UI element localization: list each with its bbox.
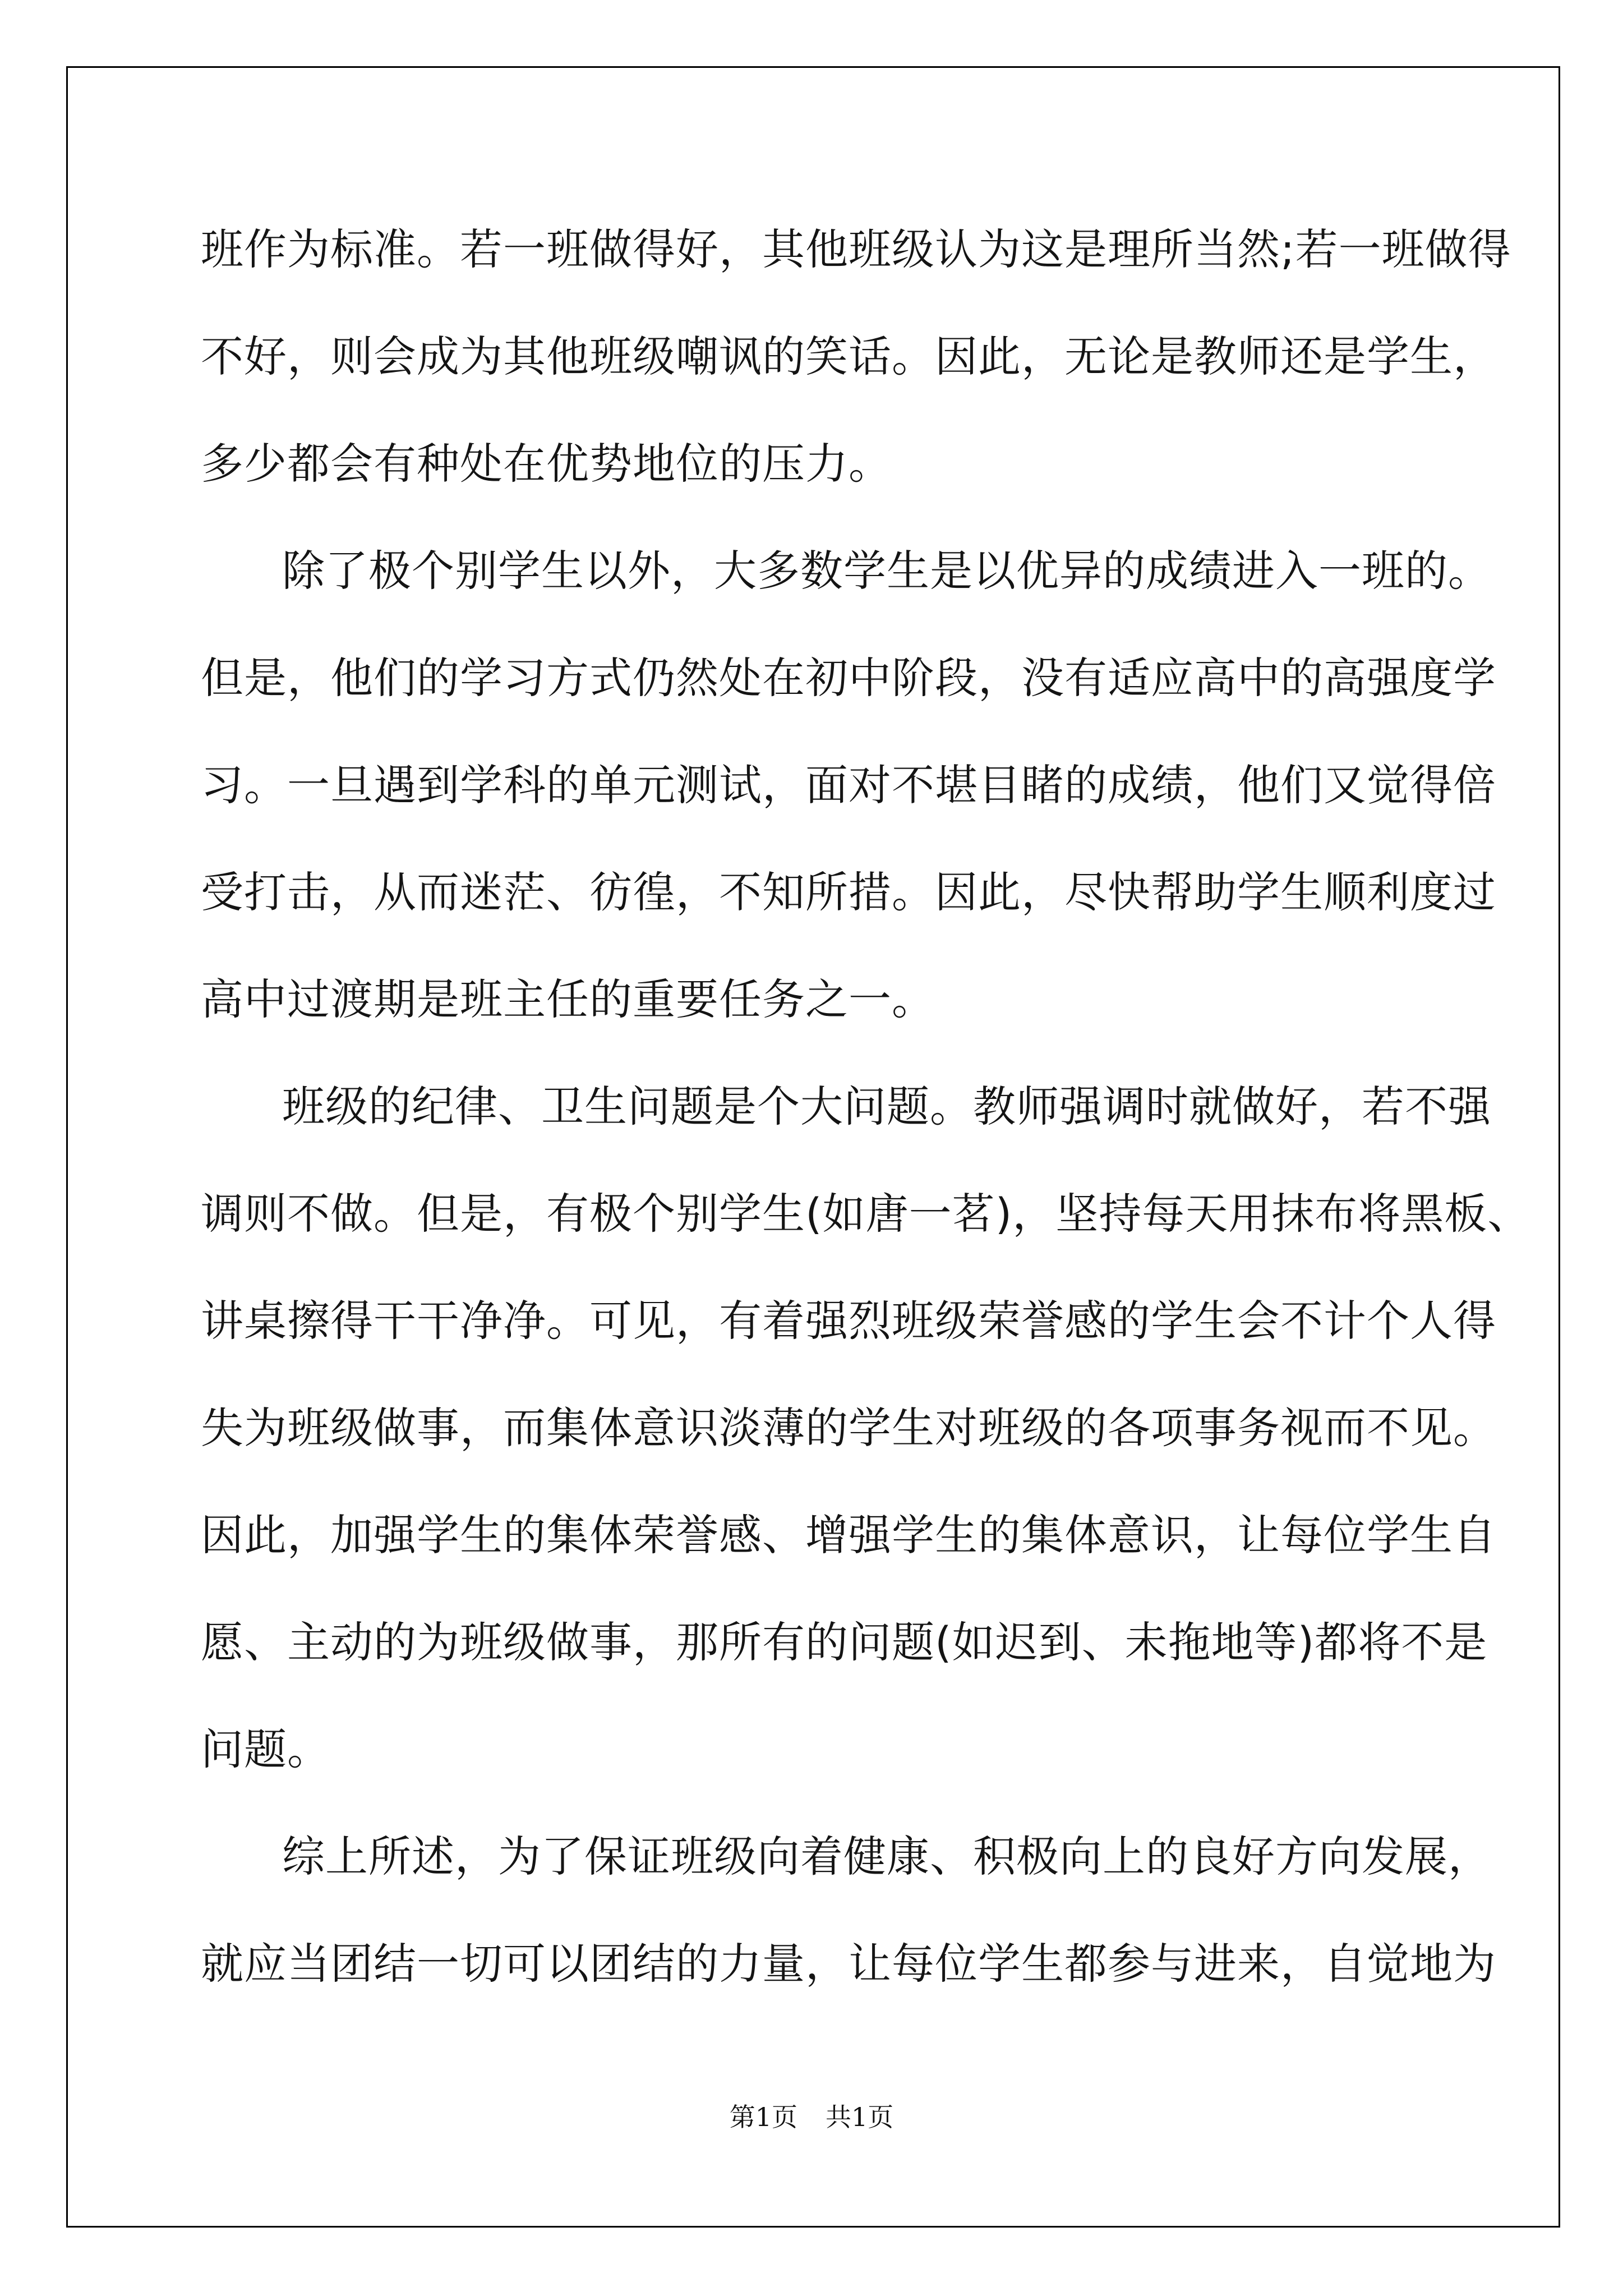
text-line: 因此，加强学生的集体荣誉感、增强学生的集体意识，让每位学生自: [201, 1510, 1496, 1560]
text-line: 就应当团结一切可以团结的力量，让每位学生都参与进来，自觉地为: [201, 1939, 1496, 1989]
text-line: 除了极个别学生以外，大多数学生是以优异的成绩进入一班的。: [282, 546, 1491, 596]
text-line: 班作为标准。若一班做得好，其他班级认为这是理所当然;若一班做得: [201, 224, 1511, 274]
text-line: 不好，则会成为其他班级嘲讽的笑话。因此，无论是教师还是学生，: [201, 332, 1496, 381]
text-line: 失为班级做事，而集体意识淡薄的学生对班级的各项事务视而不见。: [201, 1403, 1496, 1453]
text-line: 多少都会有种处在优势地位的压力。: [201, 439, 892, 489]
page-number: 第1页: [729, 2102, 797, 2132]
text-line: 但是，他们的学习方式仍然处在初中阶段，没有适应高中的高强度学: [201, 653, 1496, 703]
text-line: 讲桌擦得干干净净。可见，有着强烈班级荣誉感的学生会不计个人得: [201, 1296, 1496, 1346]
text-line: 愿、主动的为班级做事，那所有的问题(如迟到、未拖地等)都将不是: [201, 1617, 1488, 1667]
document-body: [201, 213, 1531, 2035]
page-total: 共1页: [826, 2102, 894, 2132]
text-line: 问题。: [201, 1724, 330, 1774]
text-line: 受打击，从而迷茫、彷徨，不知所措。因此，尽快帮助学生顺利度过: [201, 867, 1496, 917]
text-line: 调则不做。但是，有极个别学生(如唐一茗)，坚持每天用抹布将黑板、: [201, 1189, 1531, 1239]
page-footer: [0, 2097, 1623, 2134]
text-line: 班级的纪律、卫生问题是个大问题。教师强调时就做好，若不强: [282, 1082, 1491, 1131]
text-line: 高中过渡期是班主任的重要任务之一。: [201, 974, 935, 1024]
text-line: 习。一旦遇到学科的单元测试，面对不堪目睹的成绩，他们又觉得倍: [201, 760, 1496, 810]
text-line: 综上所述，为了保证班级向着健康、积极向上的良好方向发展，: [282, 1832, 1491, 1881]
